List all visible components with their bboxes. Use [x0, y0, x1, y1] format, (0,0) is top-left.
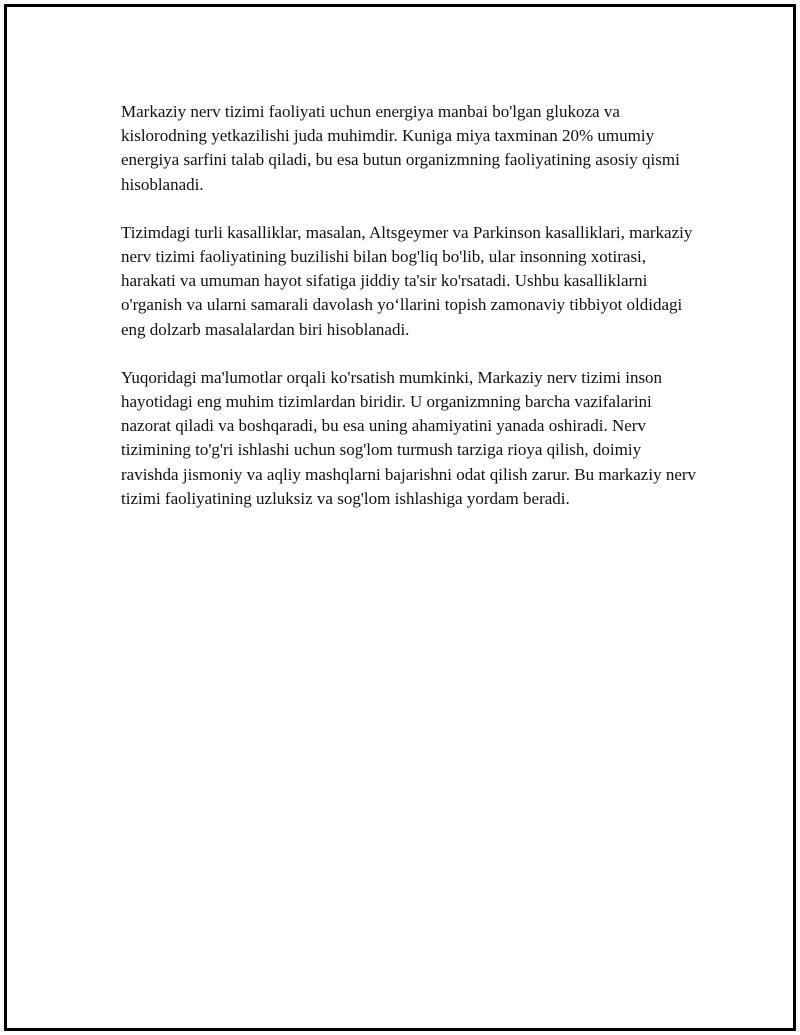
paragraph-2: Tizimdagi turli kasalliklar, masalan, Altsgeymer va Parkinson kasalliklari, markaziy nerv tizimi faoliyatining buzilishi bilan bog'liq bo'lib, ular insonning xotirasi, harakati va umuman hayot sifatiga jiddiy ta'sir ko'rsatadi. Ushbu kasalliklarni o'rganish va ularni samarali davolash yo‘llarini topish zamonaviy tibbiyot oldidagi eng dolzarb masalalardan biri hisoblanadi.	[121, 222, 693, 339]
paragraph-1: Markaziy nerv tizimi faoliyati uchun energiya manbai bo'lgan glukoza va kislorodning yetkazilishi juda muhimdir. Kuniga miya taxminan 20% umumiy energiya sarfini talab qiladi, bu esa butun organizmning faoliyatining asosiy qismi hisoblanadi.	[121, 102, 680, 194]
paragraph-3: Yuqoridagi ma'lumotlar orqali ko'rsatish mumkinki, Markaziy nerv tizimi inson hayotidagi eng muhim tizimlardan biridir. U organizmning barcha vazifalarini nazorat qiladi va boshqaradi, bu esa uning ahamiyatini yanada oshiradi. Nerv tizimining to'g'ri ishlashi uchun sog'lom turmush tarziga rioya qilish, doimiy ravishda jismoniy va aqliy mashqlarni bajarishni odat qilish zarur. Bu markaziy nerv tizimi faoliyatining uzluksiz va sog'lom ishlashiga yordam beradi.	[121, 367, 697, 508]
document-body	[121, 100, 701, 535]
page-frame	[4, 4, 796, 1031]
